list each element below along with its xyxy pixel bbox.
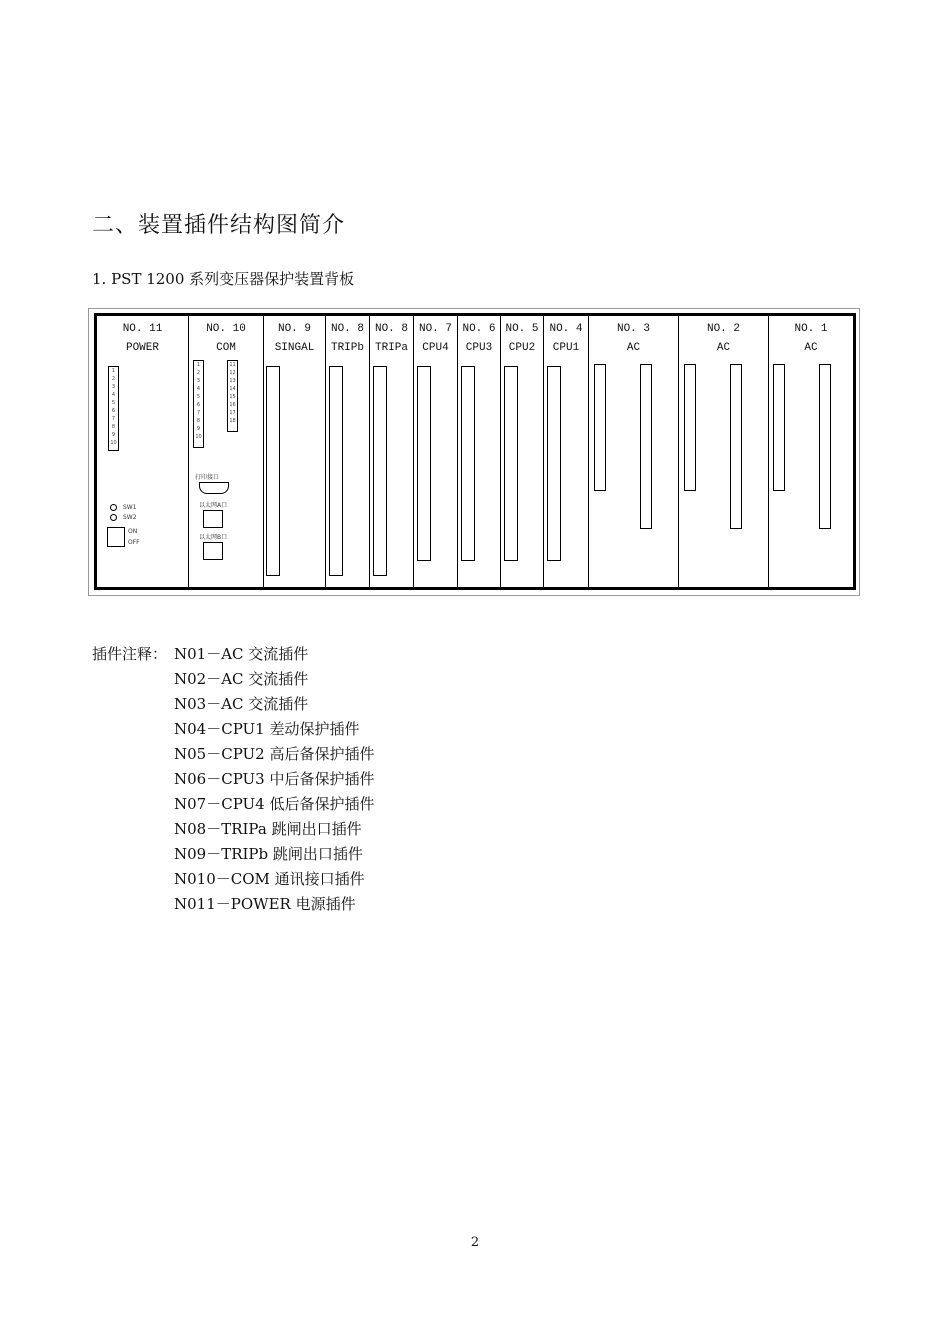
slot-name: CPU2 <box>508 342 536 354</box>
terminal-block <box>504 366 518 561</box>
slot-header <box>97 320 188 358</box>
terminal-block <box>373 366 387 576</box>
slot-no10 <box>189 316 264 587</box>
note-item: N08－TRIPa 跳闸出口插件 <box>174 820 362 838</box>
ethernet-port-icon <box>203 510 223 528</box>
slot-header <box>679 320 768 358</box>
slot-name: CPU4 <box>422 342 449 354</box>
slot-number: NO. 7 <box>418 323 452 335</box>
slot-no4 <box>544 316 589 587</box>
terminal-block <box>640 364 652 529</box>
note-item: N011－POWER 电源插件 <box>174 895 356 913</box>
slot-header <box>189 320 263 358</box>
switch-indicator-icon <box>110 504 117 511</box>
slot-header <box>458 320 500 358</box>
plugin-notes <box>92 642 374 917</box>
serial-port-label: 打印接口 <box>195 474 220 481</box>
slot-name: TRIPb <box>330 342 364 354</box>
note-item: N01－AC 交流插件 <box>174 645 309 663</box>
slot-name: AC <box>804 342 818 354</box>
slot-header <box>326 320 369 358</box>
note-item: N06－CPU3 中后备保护插件 <box>174 770 375 788</box>
terminal-block <box>594 364 606 491</box>
slot-header <box>544 320 588 358</box>
slot-no8-tripb <box>326 316 370 587</box>
switch-1-label: SW1 <box>123 504 137 511</box>
terminal-block <box>417 366 431 561</box>
section-title: 二、装置插件结构图简介 <box>92 213 346 238</box>
slot-name: AC <box>716 342 731 354</box>
slot-number: NO. 8 <box>330 323 364 335</box>
slot-name: AC <box>626 342 641 354</box>
power-off-label: OFF <box>128 539 140 546</box>
slot-header <box>769 320 853 358</box>
terminal-block <box>329 366 343 576</box>
slot-no6 <box>458 316 501 587</box>
slot-number: NO. 10 <box>206 323 246 335</box>
note-item: N010－COM 通讯接口插件 <box>174 870 365 888</box>
slot-no7 <box>414 316 458 587</box>
slot-number: NO. 11 <box>122 323 163 335</box>
backplane-diagram <box>94 313 856 590</box>
slot-no9 <box>264 316 326 587</box>
terminal-block <box>773 364 785 491</box>
slot-no1 <box>769 316 853 587</box>
note-item: N05－CPU2 高后备保护插件 <box>174 745 375 763</box>
figure-caption: 1. PST 1200 系列变压器保护装置背板 <box>92 270 355 288</box>
slot-header <box>501 320 543 358</box>
note-item: N09－TRIPb 跳闸出口插件 <box>174 845 363 863</box>
terminal-block: 1 2 3 4 5 6 7 8 9 10 <box>108 366 119 451</box>
slot-number: NO. 4 <box>549 323 583 335</box>
slot-name: CPU3 <box>465 342 493 354</box>
notes-label: 插件注释： <box>92 645 168 663</box>
slot-no11 <box>97 316 189 587</box>
slot-name: CPU1 <box>552 342 580 354</box>
slot-no3 <box>589 316 679 587</box>
terminal-block <box>266 366 280 576</box>
ethernet-port-icon <box>203 542 223 560</box>
slot-name: POWER <box>125 342 159 354</box>
power-on-label: ON <box>128 528 138 535</box>
slot-no8-tripa <box>370 316 414 587</box>
note-item: N02－AC 交流插件 <box>174 670 309 688</box>
slot-no5 <box>501 316 544 587</box>
terminal-block: 11 12 13 14 15 16 17 18 <box>227 360 238 432</box>
note-item: N07－CPU4 低后备保护插件 <box>174 795 375 813</box>
note-item: N03－AC 交流插件 <box>174 695 309 713</box>
serial-port-icon <box>199 482 229 494</box>
slot-header <box>370 320 413 358</box>
switch-2-label: SW2 <box>123 514 137 521</box>
terminal-block <box>684 364 696 491</box>
power-switch-icon <box>107 527 125 547</box>
slot-number: NO. 5 <box>505 323 539 335</box>
slot-number: NO. 1 <box>794 323 828 335</box>
ethernet-b-label: 以太网B口 <box>199 534 228 541</box>
terminal-block: 1 2 3 4 5 6 7 8 9 10 <box>193 360 204 448</box>
slot-name: COM <box>216 342 236 354</box>
slot-name: SINGAL <box>274 342 315 354</box>
terminal-block <box>547 366 561 561</box>
slot-name: TRIPa <box>374 342 408 354</box>
slot-number: NO. 6 <box>462 323 496 335</box>
terminal-block <box>461 366 475 561</box>
slot-no2 <box>679 316 769 587</box>
slot-header <box>589 320 678 358</box>
slot-number: NO. 8 <box>374 323 408 335</box>
switch-indicator-icon <box>110 514 117 521</box>
slot-header <box>414 320 457 358</box>
terminal-block <box>730 364 742 529</box>
ethernet-a-label: 以太网A口 <box>199 502 228 509</box>
slot-number: NO. 2 <box>706 323 740 335</box>
page-number: 2 <box>470 1235 480 1250</box>
slot-header <box>264 320 325 358</box>
note-item: N04－CPU1 差动保护插件 <box>174 720 360 738</box>
slot-number: NO. 9 <box>277 323 311 335</box>
terminal-block <box>819 364 831 529</box>
slot-number: NO. 3 <box>616 323 650 335</box>
